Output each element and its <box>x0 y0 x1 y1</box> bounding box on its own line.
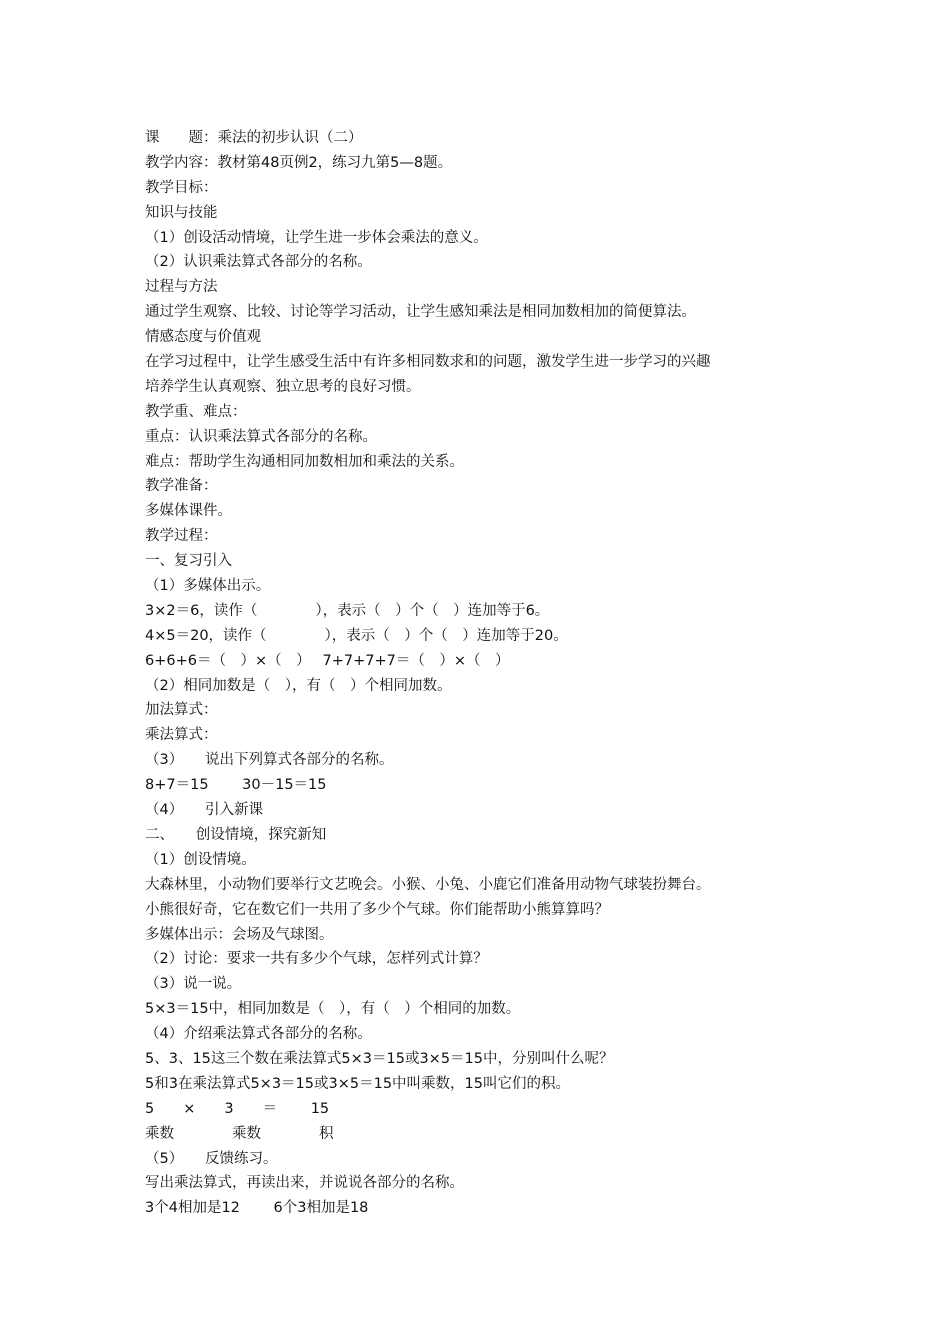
text-line: 过程与方法 <box>145 279 218 296</box>
text-line: （1）多媒体出示。 <box>145 578 271 595</box>
text-line: 教学过程： <box>145 528 218 545</box>
text-line: 教学重、难点： <box>145 403 247 420</box>
text-line: 8+7＝15 30－15＝15 <box>145 777 327 794</box>
text-line: 教学目标： <box>145 179 218 196</box>
text-line: （1）创设情境。 <box>145 851 256 868</box>
text-line: 多媒体课件。 <box>145 503 232 520</box>
text-line: 5 × 3 ＝ 15 <box>145 1100 330 1117</box>
text-line: 5和3在乘法算式5×3＝15或3×5＝15中叫乘数，15叫它们的积。 <box>145 1075 571 1092</box>
text-line: （2）相同加数是（ ），有（ ）个相同加数。 <box>145 677 452 694</box>
text-line: 大森林里，小动物们要举行文艺晚会。小猴、小兔、小鹿它们准备用动物气球装扮舞台。 <box>145 876 711 893</box>
text-line: （2）讨论：要求一共有多少个气球，怎样列式计算？ <box>145 951 488 968</box>
text-line: 3×2＝6，读作（ ），表示（ ）个（ ）连加等于6。 <box>145 602 550 619</box>
text-line: 乘数 乘数 积 <box>145 1125 334 1142</box>
text-line: 一、复习引入 <box>145 553 232 570</box>
text-line: 重点：认识乘法算式各部分的名称。 <box>145 428 377 445</box>
text-line: 多媒体出示：会场及气球图。 <box>145 926 334 943</box>
text-line: 小熊很好奇，它在数它们一共用了多少个气球。你们能帮助小熊算算吗？ <box>145 901 609 918</box>
text-line: 在学习过程中，让学生感受生活中有许多相同数求和的问题，激发学生进一步学习的兴趣 <box>145 354 711 371</box>
text-line: 加法算式： <box>145 702 218 719</box>
text-line: 教学准备： <box>145 478 218 495</box>
text-line: （5） 反馈练习。 <box>145 1150 278 1167</box>
text-line: 写出乘法算式，再读出来，并说说各部分的名称。 <box>145 1175 464 1192</box>
text-line: （3） 说出下列算式各部分的名称。 <box>145 752 394 769</box>
text-line: 情感态度与价值观 <box>145 329 261 346</box>
document-body <box>145 126 825 1221</box>
text-line: 5×3＝15中，相同加数是（ ），有（ ）个相同的加数。 <box>145 1001 521 1018</box>
text-line: 3个4相加是12 6个3相加是18 <box>145 1200 369 1217</box>
text-line: （2）认识乘法算式各部分的名称。 <box>145 254 372 271</box>
text-line: 4×5＝20，读作（ ），表示（ ）个（ ）连加等于20。 <box>145 627 568 644</box>
text-line: 课 题：乘法的初步认识（二） <box>145 130 363 146</box>
text-line: 教学内容：教材第48页例2，练习九第5—8题。 <box>145 154 453 171</box>
text-line: 知识与技能 <box>145 204 218 221</box>
text-line: 6+6+6＝（ ）×（ ） 7+7+7+7＝（ ）×（ ） <box>145 652 510 669</box>
text-line: 5、3、15这三个数在乘法算式5×3＝15或3×5＝15中，分别叫什么呢？ <box>145 1050 614 1067</box>
text-line: 乘法算式： <box>145 727 218 744</box>
text-line: 二、 创设情境，探究新知 <box>145 826 327 843</box>
text-line: 难点：帮助学生沟通相同加数相加和乘法的关系。 <box>145 453 464 470</box>
text-line: （3）说一说。 <box>145 976 242 993</box>
text-line: （4）介绍乘法算式各部分的名称。 <box>145 1026 372 1043</box>
text-line: （1）创设活动情境，让学生进一步体会乘法的意义。 <box>145 229 488 246</box>
text-line: （4） 引入新课 <box>145 802 263 819</box>
text-line: 通过学生观察、比较、讨论等学习活动，让学生感知乘法是相同加数相加的简便算法。 <box>145 304 696 321</box>
text-line: 培养学生认真观察、独立思考的良好习惯。 <box>145 378 421 395</box>
